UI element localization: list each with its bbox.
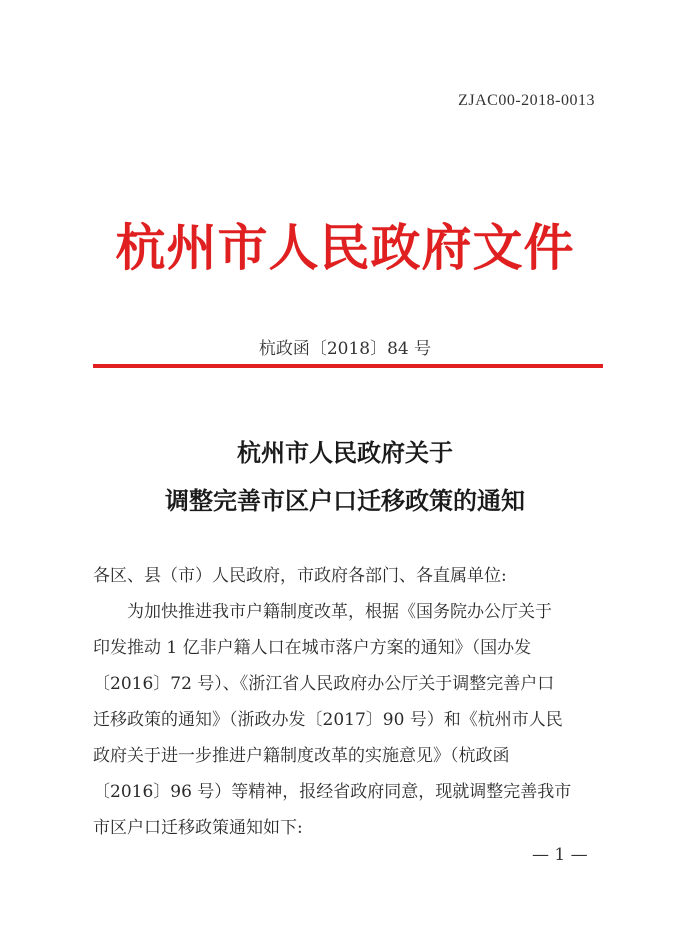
body-line-2: 印发推动 1 亿非户籍人口在城市落户方案的通知》（国办发 [93, 638, 532, 658]
issuer-masthead: 杭州市人民政府文件 [115, 219, 575, 277]
recipients-line: 各区、县（市）人民政府，市政府各部门、各直属单位: [93, 566, 507, 586]
body-line-1: 为加快推进我市户籍制度改革，根据《国务院办公厅关于 [93, 602, 552, 622]
red-divider [93, 364, 603, 368]
body-line-6: 〔2016〕96 号）等精神，报经省政府同意，现就调整完善我市 [93, 782, 572, 802]
page-number: — 1 — [532, 845, 588, 865]
body-line-3: 〔2016〕72 号）、《浙江省人民政府办公厅关于调整完善户口 [93, 674, 555, 694]
document-number: 杭政函〔2018〕84 号 [258, 339, 432, 359]
body-line-5: 政府关于进一步推进户籍制度改革的实施意见》（杭政函 [93, 746, 510, 766]
title-line-1: 杭州市人民政府关于 [237, 438, 453, 467]
body-line-4: 迁移政策的通知》（浙政办发〔2017〕90 号）和《杭州市人民 [93, 710, 563, 730]
document-code: ZJAC00-2018-0013 [458, 92, 595, 109]
title-line-2: 调整完善市区户口迁移政策的通知 [165, 486, 525, 515]
body-line-7: 市区户口迁移政策通知如下: [93, 818, 303, 838]
